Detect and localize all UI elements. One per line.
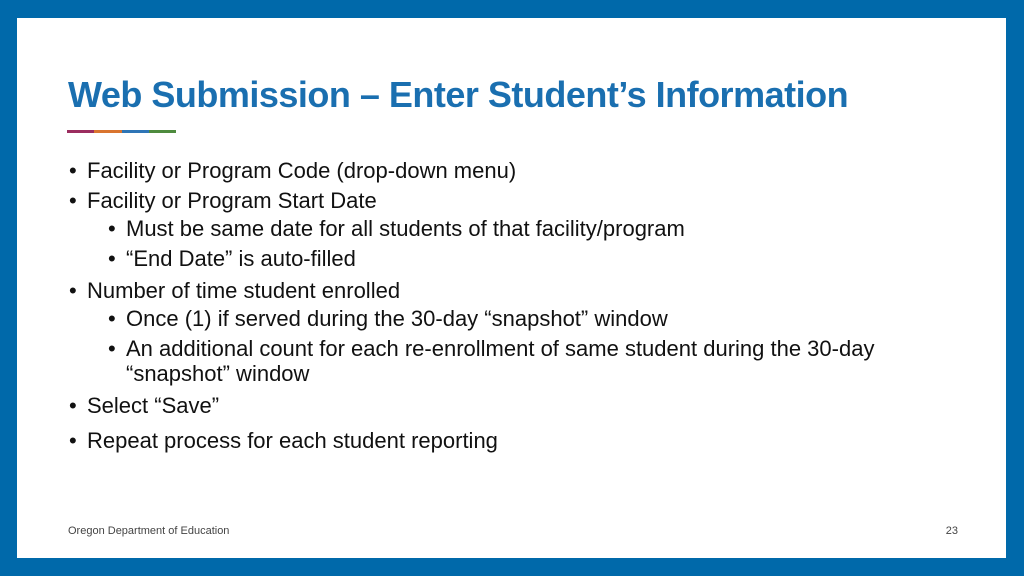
bullet-item: • Select “Save”: [69, 391, 956, 421]
slide: [17, 18, 1006, 558]
sub-bullet-item: • An additional count for each re-enrollment of same student during the 30-day “snapshot” window: [108, 336, 956, 386]
underline-segment-orange: [94, 130, 121, 133]
bullet-item: • Number of time student enrolled: [69, 276, 956, 306]
sub-bullet-item: • Once (1) if served during the 30-day “snapshot” window: [108, 306, 956, 331]
bullet-item: • Facility or Program Code (drop-down menu): [69, 156, 956, 186]
bullet-item: • Repeat process for each student reporting: [69, 426, 956, 456]
title-underline: [67, 130, 176, 133]
sub-bullet-item: • “End Date” is auto-filled: [108, 246, 956, 271]
footer-text: Oregon Department of Education: [68, 525, 230, 537]
sub-bullet-item: • Must be same date for all students of that facility/program: [108, 216, 956, 241]
page-number: 23: [945, 525, 958, 537]
slide-title: Web Submission – Enter Student’s Information: [68, 74, 849, 115]
underline-segment-blue: [122, 130, 149, 133]
bullet-item: • Facility or Program Start Date: [69, 186, 956, 216]
bullet-list: [69, 156, 956, 456]
underline-segment-purple: [67, 130, 94, 133]
underline-segment-green: [149, 130, 176, 133]
